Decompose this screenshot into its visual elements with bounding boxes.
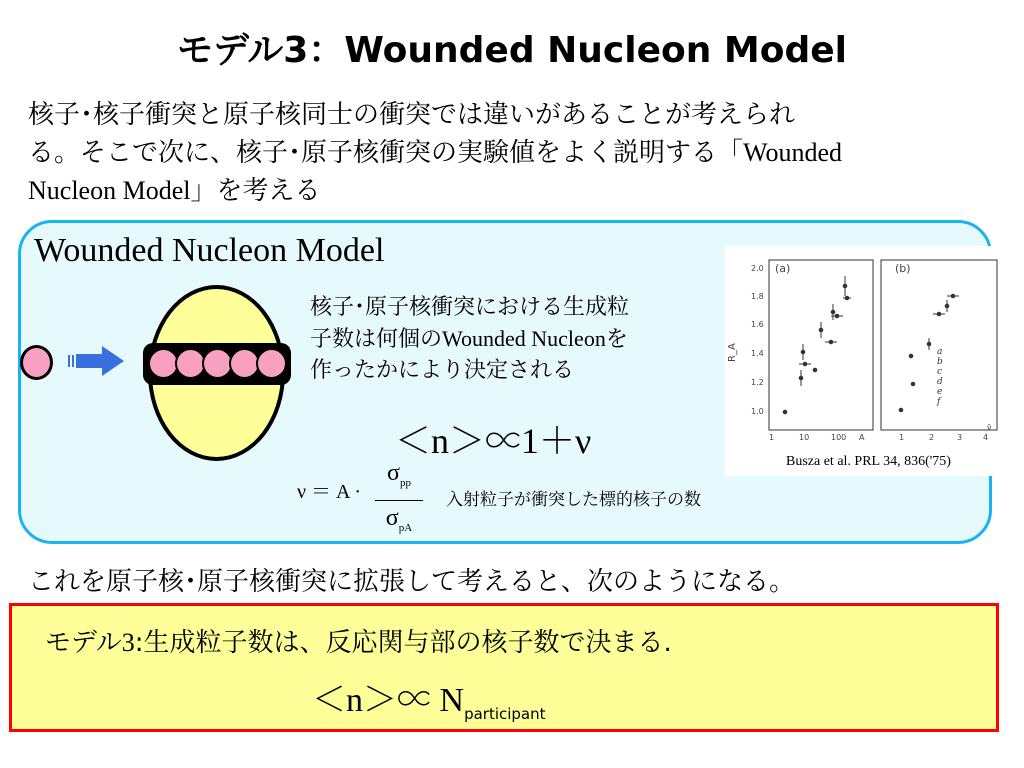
nu-definition: 入射粒子が衝突した標的核子の数: [446, 490, 701, 510]
model3-statement: [45, 622, 672, 659]
x-tick: 3: [957, 433, 963, 442]
intro-text: [28, 96, 1003, 210]
participant-formula-sub: participant: [464, 704, 546, 723]
model3-number: 3: [121, 628, 135, 657]
x-tick: 10: [799, 433, 810, 442]
legend-entry: c: [937, 367, 943, 377]
figure-panel-a-label: (a): [775, 262, 791, 275]
figure-y-axis-label: R_A: [727, 343, 738, 362]
panel-description: [310, 292, 730, 386]
legend-entry: f: [937, 397, 941, 407]
figure-credit: Busza et al. PRL 34, 836('75): [786, 454, 951, 469]
x-tick: 4: [983, 433, 989, 442]
intro-line3b: 」を考える: [190, 176, 321, 206]
wounded-nucleon-row: [143, 343, 291, 385]
desc-line2a: 子数は何個の: [310, 327, 443, 352]
y-tick: 2.0: [751, 264, 764, 273]
x-tick: 1: [769, 433, 775, 442]
extension-text: これを原子核･原子核衝突に拡張して考えると、次のようになる。: [28, 567, 796, 597]
x-tick: 1: [899, 433, 905, 442]
intro-line2b: Wounded: [743, 138, 843, 167]
nu-equation-lhs: ν ＝ A ·: [297, 481, 362, 503]
panel-title: Wounded Nucleon Model: [34, 232, 385, 269]
sigma-pp: σ: [387, 460, 400, 486]
incoming-arrow-icon: [66, 344, 126, 378]
busza-figure: [725, 246, 1003, 476]
legend-entry: a: [937, 347, 943, 357]
x-tick: A: [859, 433, 865, 442]
cross-section-ratio: [375, 458, 423, 543]
x-axis-label-b: ν̄: [987, 423, 992, 432]
participant-formula: [312, 672, 546, 723]
desc-line1: 核子･原子核衝突における生成粒: [310, 295, 630, 320]
intro-line1: 核子･核子衝突と原子核同士の衝突では違いがあることが考えられ: [28, 100, 796, 130]
legend-entry: b: [937, 357, 943, 367]
participant-formula-main: ＜n＞∝ N: [312, 682, 465, 719]
intro-line2a: る。そこで次に、核子･原子核衝突の実験値をよく説明する「: [28, 138, 744, 168]
sigma-pa-sub: pA: [398, 521, 413, 534]
x-tick: 2: [929, 433, 935, 442]
y-tick: 1.2: [751, 378, 764, 387]
fraction-denominator: [375, 503, 423, 543]
y-tick: 1.4: [751, 349, 764, 358]
projectile-nucleon: [20, 345, 53, 380]
wounded-nucleon: [256, 348, 287, 379]
desc-line3: 作ったかにより決定される: [310, 358, 575, 383]
sigma-pa: σ: [385, 504, 399, 531]
legend-entry: e: [937, 387, 943, 397]
figure-panel-b-label: (b): [895, 262, 911, 275]
multiplicity-formula: ＜n＞∝1＋ν: [395, 421, 592, 461]
y-tick: 1.0: [751, 407, 764, 416]
fraction-bar: [375, 500, 423, 501]
slide-title: モデル3：Wounded Nucleon Model: [177, 30, 847, 71]
y-tick: 1.8: [751, 292, 764, 301]
x-tick: 100: [831, 433, 847, 442]
fraction-numerator: [375, 458, 423, 498]
desc-line2c: を: [605, 327, 628, 352]
desc-line2b: Wounded Nucleon: [442, 326, 606, 351]
y-tick: 1.6: [751, 320, 764, 329]
intro-line3a: Nucleon Model: [28, 176, 191, 205]
sigma-pp-sub: pp: [399, 476, 411, 489]
legend-entry: d: [937, 377, 943, 387]
model3-description: :生成粒子数は、反応関与部の核子数で決まる.: [134, 628, 672, 658]
model3-label: モデル: [45, 628, 122, 658]
